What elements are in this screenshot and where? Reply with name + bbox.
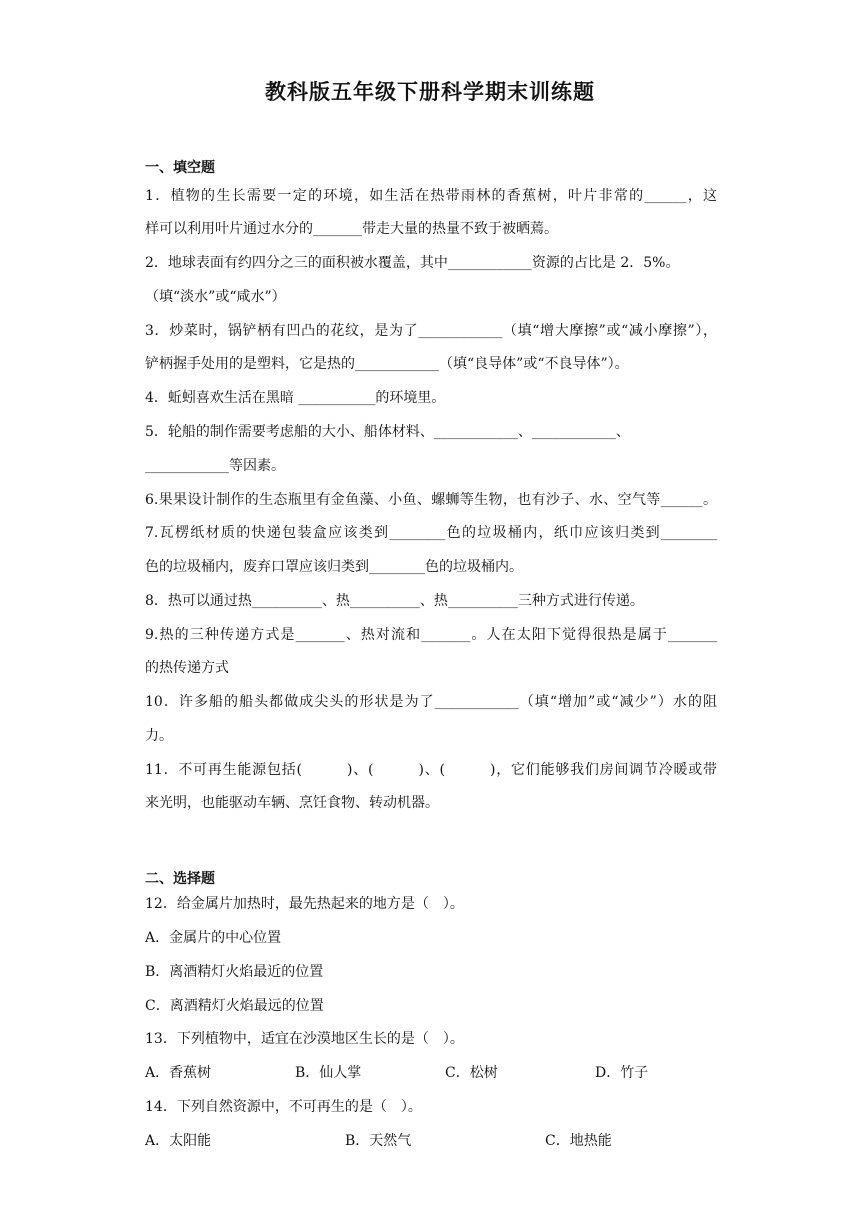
question-12-option-a: A．金属片的中心位置 xyxy=(145,930,282,946)
question-9-line-1: 9.热的三种传递方式是_______、热对流和_______。人在太阳下觉得很热是属于_______ xyxy=(145,627,717,643)
question-10-line-1: 10．许多船的船头都做成尖头的形状是为了____________（填“增加”或“减少”）水的阻 xyxy=(145,694,717,710)
question-14-option-c: C．地热能 xyxy=(545,1133,612,1149)
question-11-line-1: 11．不可再生能源包括( )、( )、( )，它们能够我们房间调节冷暖或带 xyxy=(145,762,717,778)
question-1-line-1: 1．植物的生长需要一定的环境，如生活在热带雨林的香蕉树，叶片非常的______，这 xyxy=(145,188,717,204)
question-13-option-d: D．竹子 xyxy=(595,1065,649,1081)
question-14-option-a: A．太阳能 xyxy=(145,1133,212,1149)
question-13-option-b: B．仙人掌 xyxy=(295,1065,362,1081)
question-7-line-2: 色的垃圾桶内，废弃口罩应该归类到________色的垃圾桶内。 xyxy=(145,559,523,575)
question-5-line-1: 5．轮船的制作需要考虑船的大小、船体材料、____________、____________、 xyxy=(145,424,630,440)
question-12-option-b: B．离酒精灯火焰最近的位置 xyxy=(145,964,324,980)
section-heading-multiple-choice: 二、选择题 xyxy=(145,871,215,887)
question-12: 12．给金属片加热时，最先热起来的地方是（ ）。 xyxy=(145,896,464,912)
question-13-option-a: A．香蕉树 xyxy=(145,1065,212,1081)
question-2-line-2: （填“淡水”或“咸水”） xyxy=(145,289,286,305)
question-7-line-1: 7.瓦楞纸材质的快递包装盒应该类到________色的垃圾桶内，纸巾应该归类到________ xyxy=(145,525,717,541)
question-14-option-b: B．天然气 xyxy=(345,1133,412,1149)
question-13-option-c: C．松树 xyxy=(445,1065,498,1081)
question-9-line-2: 的热传递方式 xyxy=(145,660,229,676)
question-11-line-2: 来光明，也能驱动车辆、烹饪食物、转动机器。 xyxy=(145,795,439,811)
question-4: 4．蚯蚓喜欢生活在黑暗 ___________的环境里。 xyxy=(145,390,446,406)
question-1-line-2: 样可以利用叶片通过水分的_______带走大量的热量不致于被晒蔫。 xyxy=(145,221,558,237)
question-5-line-2: ____________等因素。 xyxy=(145,458,285,474)
question-8: 8．热可以通过热__________、热__________、热__________三种方式进行传递。 xyxy=(145,593,644,609)
question-2-line-1: 2．地球表面有约四分之三的面积被水覆盖，其中____________资源的占比是 2．5%。 xyxy=(145,255,680,271)
question-3-line-1: 3．炒菜时，锅铲柄有凹凸的花纹，是为了____________（填“增大摩擦”或“减小摩擦”）， xyxy=(145,323,717,339)
question-3-line-2: 铲柄握手处用的是塑料，它是热的____________（填“良导体”或“不良导体”）。 xyxy=(145,356,629,372)
question-12-option-c: C．离酒精灯火焰最远的位置 xyxy=(145,998,324,1014)
question-6: 6.果果设计制作的生态瓶里有金鱼藻、小鱼、螺蛳等生物，也有沙子、水、空气等______。 xyxy=(145,492,717,508)
question-10-line-2: 力。 xyxy=(145,728,173,744)
question-13: 13．下列植物中，适宜在沙漠地区生长的是（ ）。 xyxy=(145,1031,464,1047)
question-14: 14．下列自然资源中，不可再生的是（ ）。 xyxy=(145,1099,422,1115)
page-title: 教科版五年级下册科学期末训练题 xyxy=(265,80,595,104)
section-heading-fill-in: 一、填空题 xyxy=(145,160,215,176)
